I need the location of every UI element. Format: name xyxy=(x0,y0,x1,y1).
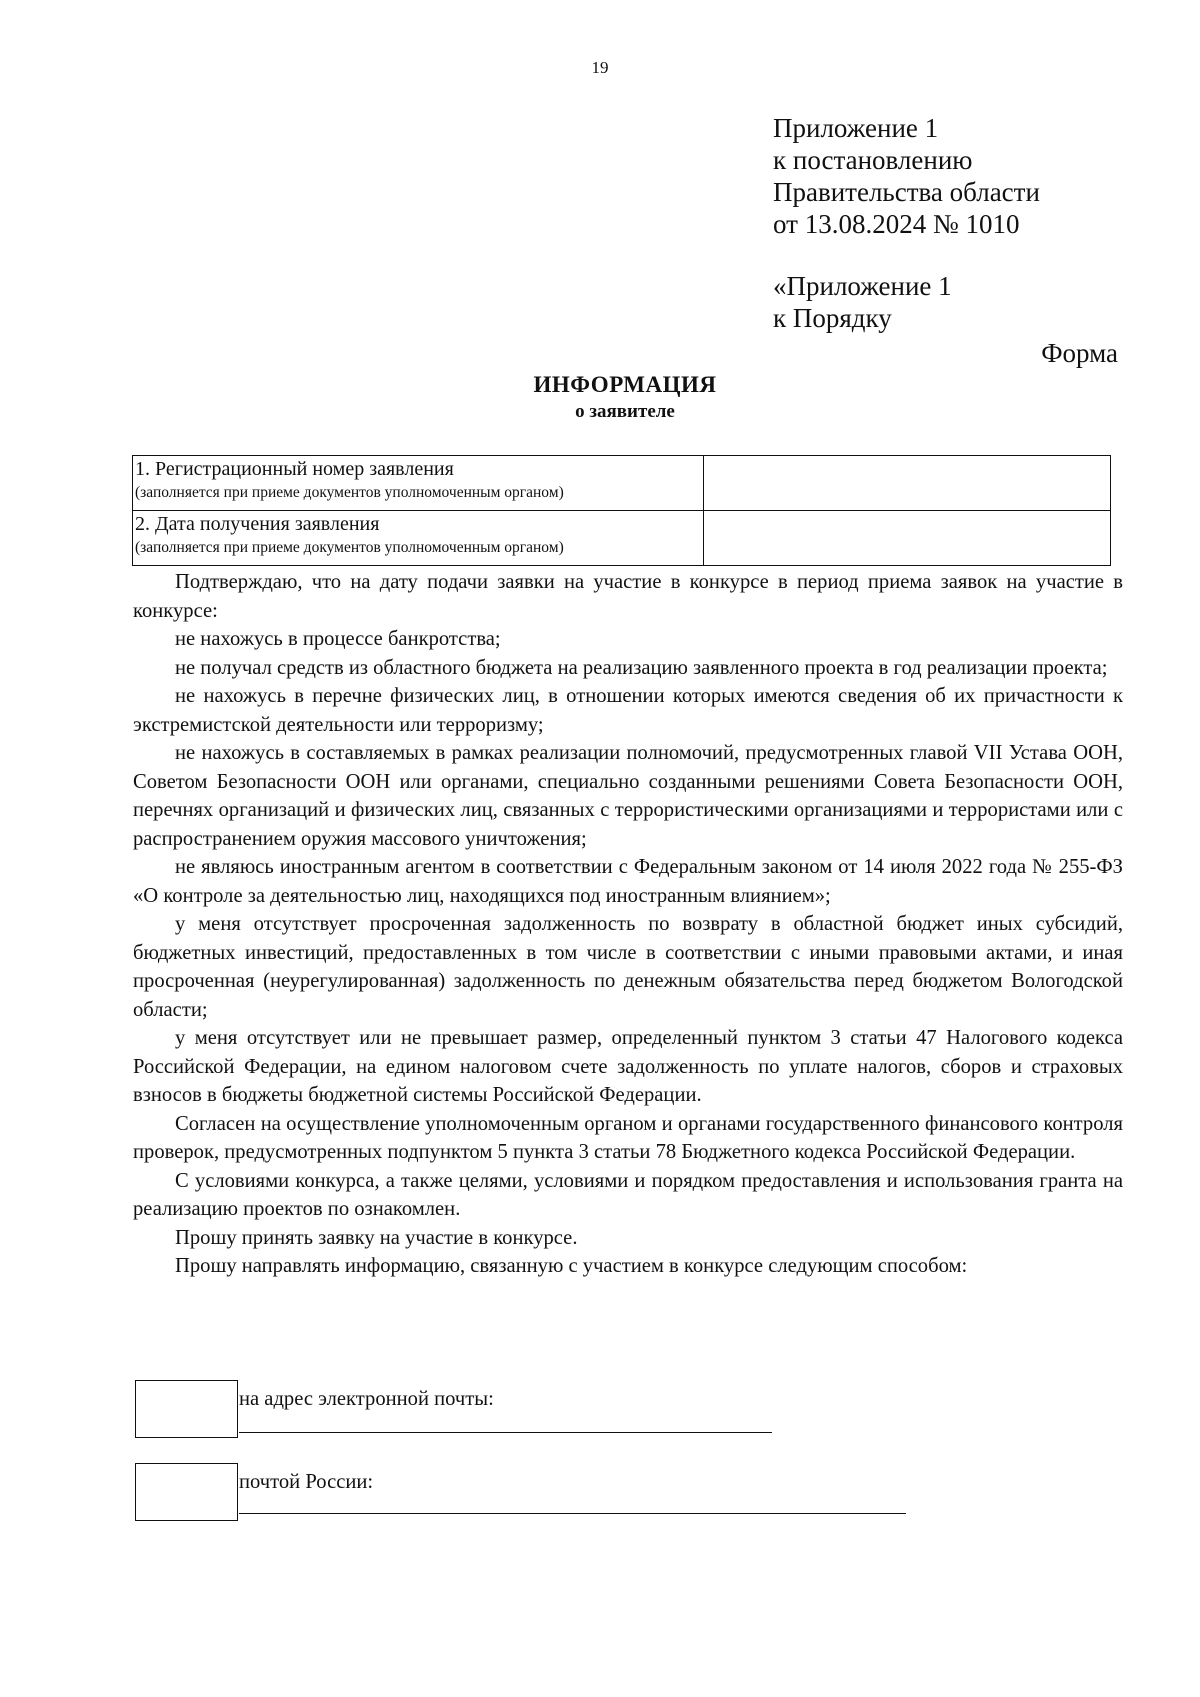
email-option-label: на адрес электронной почты: xyxy=(239,1388,494,1410)
paragraph: не нахожусь в перечне физических лиц, в отношении которых имеются сведения об их причастности к экстремистской деятельности или терроризму; xyxy=(133,685,1123,736)
row-label: 2. Дата получения заявления xyxy=(135,513,380,535)
table-cell-label xyxy=(133,456,704,511)
row-note: (заполняется при приеме документов уполномоченным органом) xyxy=(135,484,564,501)
document-subtitle: о заявителе xyxy=(575,401,675,422)
page-number: 19 xyxy=(591,58,609,77)
annex-line: Правительства области xyxy=(773,177,1040,207)
document-title-block xyxy=(0,372,1200,423)
annex-line: к постановлению xyxy=(773,145,973,175)
email-checkbox[interactable] xyxy=(135,1380,238,1438)
paragraph: не являюсь иностранным агентом в соответствии с Федеральным законом от 14 июля 2022 года № 255-ФЗ «О контроле за деятельностью лиц, находящихся под иностранным влиянием»; xyxy=(133,856,1123,907)
document-title: ИНФОРМАЦИЯ xyxy=(533,372,717,397)
paragraph: Прошу направлять информацию, связанную с участием в конкурсе следующим способом: xyxy=(175,1255,968,1277)
annex-line: к Порядку xyxy=(773,303,892,333)
paragraph: не нахожусь в процессе банкротства; xyxy=(175,628,501,650)
paragraph: Согласен на осуществление уполномоченным органом и органами государственного финансового контроля проверок, предусмотренных подпунктом 5 пункта 3 статьи 78 Бюджетного кодекса Российской Федерации. xyxy=(133,1112,1123,1163)
paragraph: у меня отсутствует или не превышает размер, определенный пунктом 3 статьи 47 Налогового кодекса Российской Федерации, на едином налоговом счете задолженность по уплате налогов, сборов и страховых взносов в бюджеты бюджетной системы Российской Федерации. xyxy=(133,1027,1123,1106)
receipt-date-field[interactable] xyxy=(704,511,1111,566)
row-label: 1. Регистрационный номер заявления xyxy=(135,458,454,480)
paragraph: у меня отсутствует просроченная задолженность по возврату в областной бюджет иных субсидий, бюджетных инвестиций, предоставленных в том числе в соответствии с иными правовыми актами, и иная просроченная (неурегулированная) задолженность по денежным обязательства перед бюджетом Вологодской области; xyxy=(133,913,1123,1021)
annex-block xyxy=(773,112,1040,334)
email-input-line[interactable] xyxy=(239,1432,772,1433)
paragraph: Прошу принять заявку на участие в конкурсе. xyxy=(175,1226,578,1249)
row-note: (заполняется при приеме документов уполномоченным органом) xyxy=(135,539,564,556)
paragraph: С условиями конкурса, а также целями, условиями и порядком предоставления и использования гранта на реализацию проектов по ознакомлен. xyxy=(133,1169,1123,1220)
declaration-text xyxy=(133,568,1123,1281)
post-checkbox[interactable] xyxy=(135,1463,238,1521)
paragraph: Подтверждаю, что на дату подачи заявки на участие в конкурсе в период приема заявок на участие в конкурсе: xyxy=(133,571,1123,622)
post-option-label: почтой России: xyxy=(239,1471,374,1493)
post-input-line[interactable] xyxy=(239,1513,906,1514)
paragraph: не нахожусь в составляемых в рамках реализации полномочий, предусмотренных главой VII Устава ООН, Советом Безопасности ООН или органами, специально созданными решениями Совета Безопасности ООН, перечнях организаций и физических лиц, связанных с террористическими организациями и террористами или с распространением оружия массового уничтожения; xyxy=(133,742,1123,850)
table-cell-label xyxy=(133,511,704,566)
registration-table xyxy=(132,455,1111,566)
paragraph: не получал средств из областного бюджета на реализацию заявленного проекта в год реализации проекта; xyxy=(175,656,1108,679)
table-row xyxy=(133,456,1111,511)
form-label: Форма xyxy=(1041,338,1118,368)
registration-number-field[interactable] xyxy=(704,456,1111,511)
annex-line: Приложение 1 xyxy=(773,113,939,143)
table-row xyxy=(133,511,1111,566)
annex-line: «Приложение 1 xyxy=(773,271,952,301)
annex-line: от 13.08.2024 № 1010 xyxy=(773,209,1020,239)
